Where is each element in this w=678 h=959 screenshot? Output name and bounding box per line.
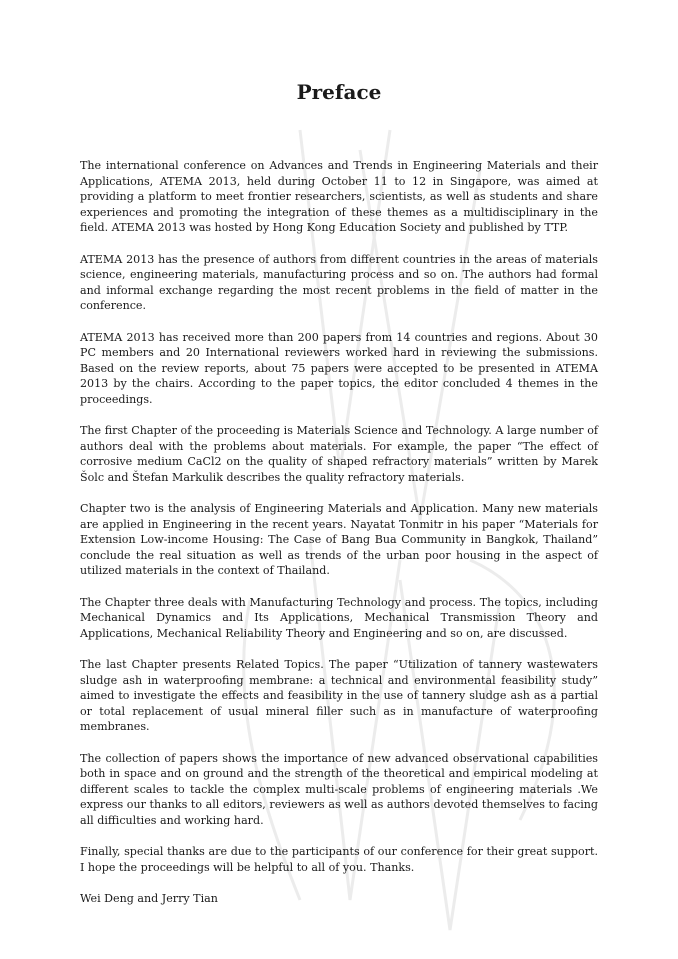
paragraph-6: The Chapter three deals with Manufacturing Technology and process. The topics, including Mechanical Dynamics and Its Applications, Mechanical Transmission Theory and Applications, Mechanical Reliability Theory and Engineering and so on, are discussed. xyxy=(80,595,598,640)
document-content xyxy=(80,78,598,907)
paragraph-5: Chapter two is the analysis of Engineering Materials and Application. Many new materials are applied in Engineering in the recent years. Nayatat Tonmitr in his paper “Materials for Extension Low-income Housing: The Case of Bang Bua Community in Bangkok, Thailand” conclude the real situation as well as trends of the urban poor housing in the aspect of utilized materials in the context of Thailand. xyxy=(80,502,598,578)
paragraph-7: The last Chapter presents Related Topics. The paper “Utilization of tannery wastewaters sludge ash in waterproofing membrane: a technical and environmental feasibility study” aimed to investigate the effects and feasibility in the use of tannery sludge ash as a partial or total replacement of usual mineral filler such as in manufacture of waterproofing membranes. xyxy=(80,658,598,734)
signature: Wei Deng and Jerry Tian xyxy=(80,891,218,905)
paragraph-2: ATEMA 2013 has the presence of authors from different countries in the areas of materials science, engineering materials, manufacturing process and so on. The authors had formal and informal exchange regarding the most recent problems in the field of matter in the conference. xyxy=(80,252,598,313)
paragraph-8: The collection of papers shows the importance of new advanced observational capabilities both in space and on ground and the strength of the theoretical and empirical modeling at different scales to tackle the complex multi-scale problems of engineering materials .We express our thanks to all editors, reviewers as well as authors devoted themselves to facing all difficulties and working hard. xyxy=(80,751,598,827)
paragraph-3: ATEMA 2013 has received more than 200 papers from 14 countries and regions. About 30 PC members and 20 International reviewers worked hard in reviewing the submissions. Based on the review reports, about 75 papers were accepted to be presented in ATEMA 2013 by the chairs. According to the paper topics, the editor concluded 4 themes in the proceedings. xyxy=(80,330,598,406)
page-title: Preface xyxy=(296,80,382,104)
paragraph-9: Finally, special thanks are due to the participants of our conference for their great support. I hope the proceedings will be helpful to all of you. Thanks. xyxy=(80,845,598,874)
paragraph-4: The first Chapter of the proceeding is Materials Science and Technology. A large number of authors deal with the problems about materials. For example, the paper “The effect of corrosive medium CaCl2 on the quality of shaped refractory materials” written by Marek Šolc and Štefan Markulik describes the quality refractory materials. xyxy=(80,424,598,484)
paragraph-1: The international conference on Advances and Trends in Engineering Materials and their Applications, ATEMA 2013, held during October 11 to 12 in Singapore, was aimed at providing a platform to meet frontier researchers, scientists, as well as students and share experiences and promoting the integration of these themes as a multidisciplinary in the field. ATEMA 2013 was hosted by Hong Kong Education Society and published by TTP. xyxy=(80,159,598,235)
